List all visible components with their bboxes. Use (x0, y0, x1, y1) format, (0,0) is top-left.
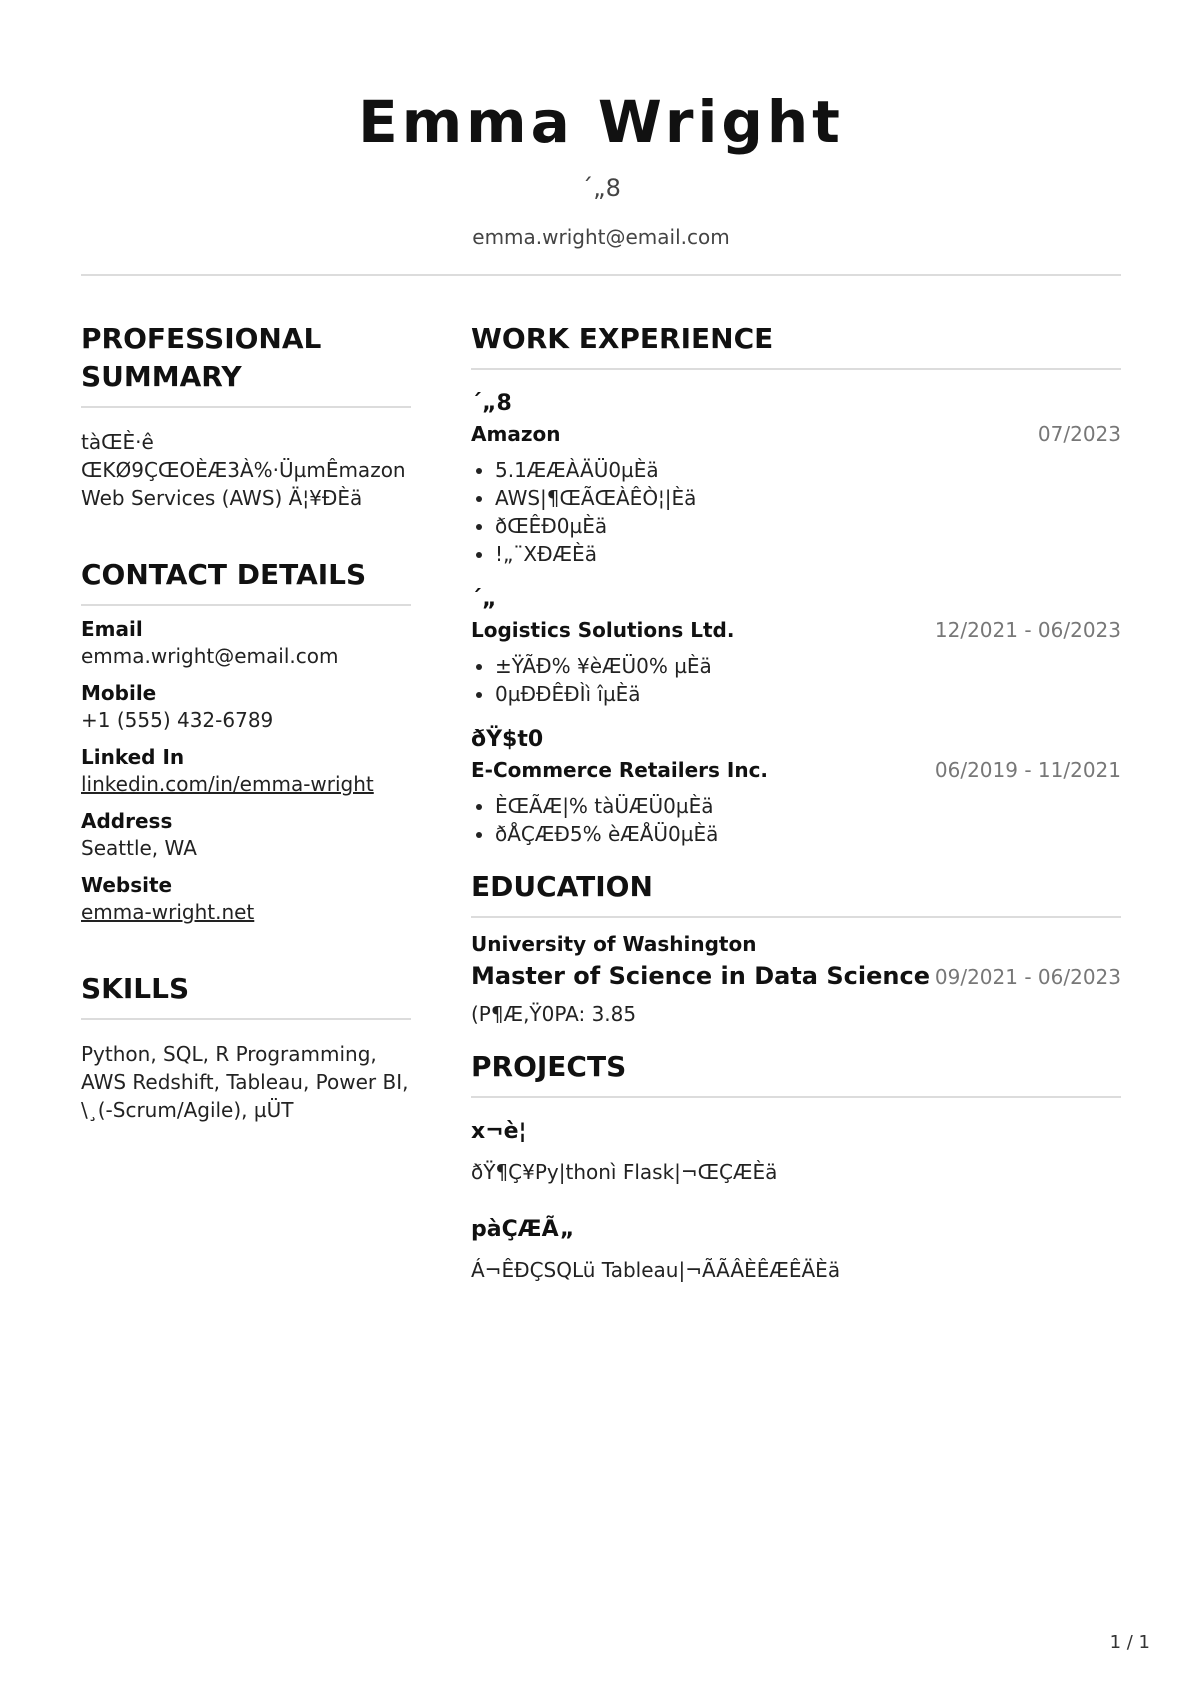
header-email: emma.wright@email.com (472, 225, 730, 249)
project-entry (471, 1216, 1121, 1284)
page-number: 1 / 1 (1109, 1632, 1150, 1653)
job-company: E-Commerce Retailers Inc. (471, 758, 769, 782)
job-company: Amazon (471, 422, 561, 446)
section-divider (81, 1018, 411, 1020)
job-bullet: • ÈŒÃÆ|% tàÜÆÜ0µÈä (495, 792, 1121, 820)
header-divider (81, 274, 1121, 276)
job-bullet: • 0µÐÐÊÐÌì îµÈä (495, 680, 1121, 708)
website-link[interactable]: emma-wright.net (81, 900, 255, 924)
contact-label-address: Address (81, 809, 173, 833)
summary-text: tàŒÈ·ê ŒKØ9ÇŒOÈÆ3À%·ÜµmÊmazon Web Services (AWS) Ä¦¥ÐÈä (81, 430, 406, 510)
candidate-subtitle: ´„8 (581, 174, 621, 202)
job-entry (471, 726, 1121, 848)
contact-value-mobile: +1 (555) 432-6789 (81, 708, 274, 732)
left-column (81, 320, 411, 1168)
section-divider (81, 406, 411, 408)
right-column (471, 320, 1121, 1314)
section-divider (81, 604, 411, 606)
education-degree: Master of Science in Data Science (471, 962, 930, 990)
contact-section (81, 556, 411, 926)
job-bullet: • ðŒÊÐ0µÈä (495, 512, 1121, 540)
job-bullet: • ±ŸÃÐ% ¥èÆÜ0% µÈä (495, 652, 1121, 680)
linkedin-link[interactable]: linkedin.com/in/emma-wright (81, 772, 374, 796)
project-title: x¬è¦ (471, 1119, 527, 1144)
job-entry (471, 390, 1121, 568)
job-bullet: • 5.1ÆÆÀÄÜ0µÈä (495, 456, 1121, 484)
job-bullets (471, 456, 1121, 568)
projects-section (471, 1048, 1121, 1284)
job-title: ´„ (471, 587, 497, 612)
project-entry (471, 1118, 1121, 1186)
project-description: ðŸ¶Ç¥Py|thonì Flask|¬ŒÇÆÈä (471, 1160, 778, 1184)
education-date: 09/2021 - 06/2023 (934, 965, 1121, 989)
contact-value-email: emma.wright@email.com (81, 644, 339, 668)
project-description: Á¬ÊÐÇSQLü Tableau|¬ÃÃÂÈÊÆÊÄÈä (471, 1258, 841, 1282)
candidate-name: Emma Wright (358, 88, 844, 156)
skills-text: Python, SQL, R Programming, AWS Redshift, Tableau, Power BI, \¸(-Scrum/Agile), µÜT (81, 1042, 409, 1122)
contact-value-address: Seattle, WA (81, 836, 197, 860)
education-meta (471, 960, 1121, 992)
job-bullets (471, 792, 1121, 848)
contact-label-mobile: Mobile (81, 681, 157, 705)
job-date: 06/2019 - 11/2021 (934, 758, 1121, 782)
job-entry (471, 586, 1121, 708)
job-date: 07/2023 (1037, 422, 1121, 446)
work-section (471, 320, 1121, 848)
education-section (471, 868, 1121, 1028)
resume-page (81, 0, 1121, 1683)
job-title: ´„8 (471, 391, 512, 416)
skills-section (81, 970, 411, 1124)
job-title: ðŸ$t0 (471, 727, 544, 752)
section-divider (471, 368, 1121, 370)
skills-title: SKILLS (81, 972, 190, 1005)
job-bullet: • AWS|¶ŒÃŒÀÊÒ¦|Èä (495, 484, 1121, 512)
summary-title: PROFESSIONAL SUMMARY (81, 322, 322, 393)
job-meta (471, 420, 1121, 448)
job-meta (471, 616, 1121, 644)
contact-label-linkedin: Linked In (81, 745, 185, 769)
section-divider (471, 916, 1121, 918)
project-title: pàÇÆÃ„ (471, 1217, 575, 1242)
summary-section (81, 320, 411, 512)
job-bullets (471, 652, 1121, 708)
job-date: 12/2021 - 06/2023 (934, 618, 1121, 642)
education-detail: (P¶Æ,Ÿ0PA: 3.85 (471, 1002, 637, 1026)
education-school: University of Washington (471, 932, 757, 956)
projects-title: PROJECTS (471, 1050, 627, 1083)
job-bullet: • ðÅÇÆÐ5% èÆÅÜ0µÈä (495, 820, 1121, 848)
education-title: EDUCATION (471, 870, 653, 903)
job-company: Logistics Solutions Ltd. (471, 618, 735, 642)
contact-label-email: Email (81, 617, 143, 641)
resume-header (81, 0, 1121, 276)
contact-label-website: Website (81, 873, 173, 897)
job-meta (471, 756, 1121, 784)
work-title: WORK EXPERIENCE (471, 322, 774, 355)
contact-title: CONTACT DETAILS (81, 558, 367, 591)
job-bullet: • !„¨XÐÆÈä (495, 540, 1121, 568)
section-divider (471, 1096, 1121, 1098)
